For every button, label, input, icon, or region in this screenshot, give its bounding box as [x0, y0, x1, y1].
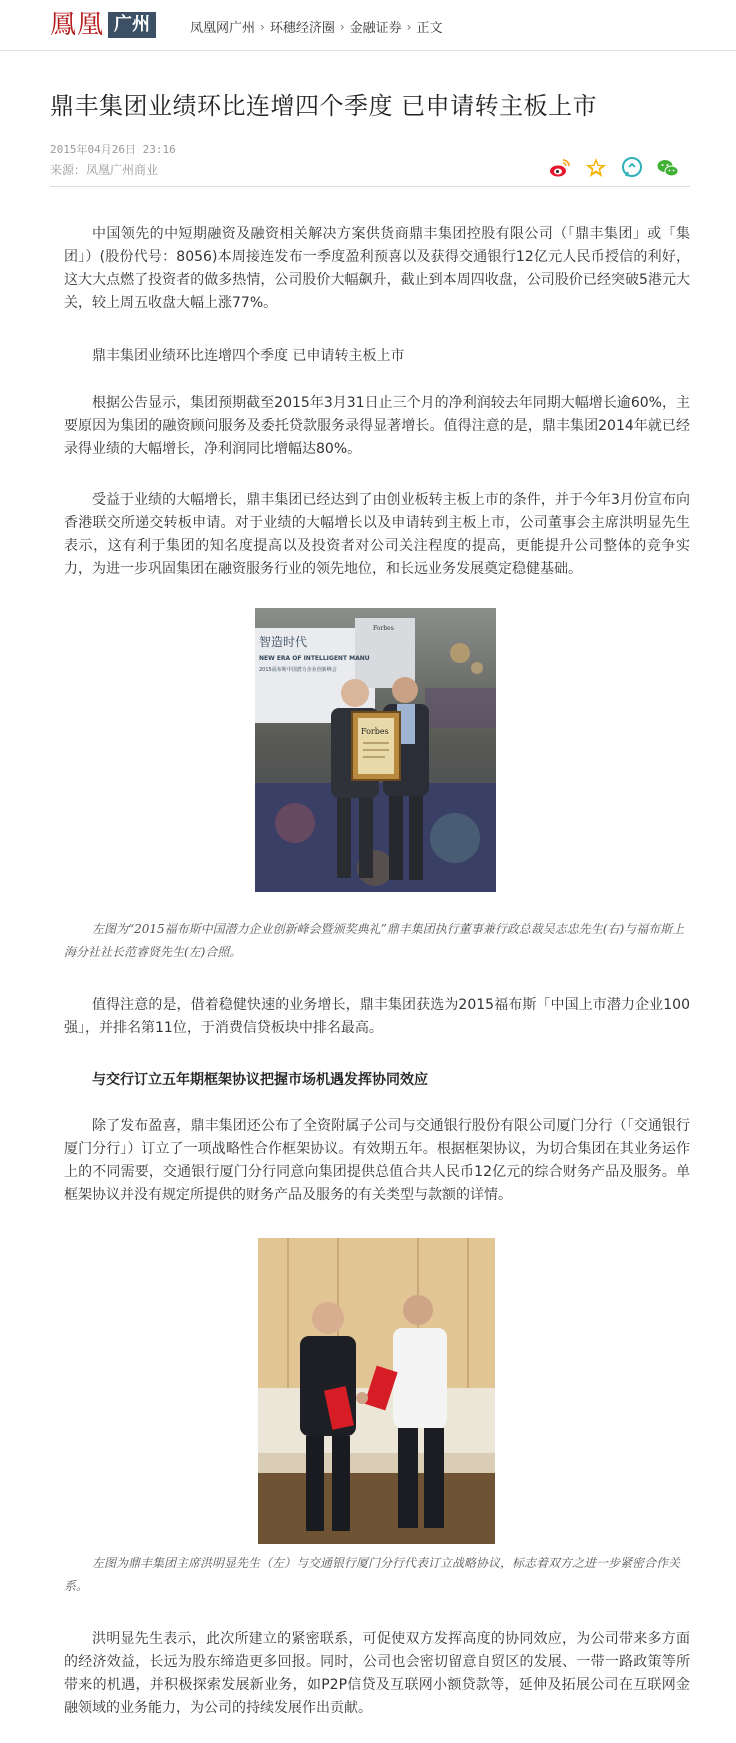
paragraph-transfer: 受益于业绩的大幅增长，鼎丰集团已经达到了由创业板转主板上市的条件，并于今年3月份宣布向香港联交所递交转板申请。对于业绩的大幅增长以及申请转到主板上市，公司董事会主席洪明显先生表示，这有利于集团的知名度提高以及投资者对公司关注程度的提高，更能提升公司整体的竞争实力，为进一步巩固集团在融资服务行业的领先地位，和长远业务发展奠定稳健基础。 [64, 492, 690, 577]
comment-icon[interactable] [620, 156, 644, 180]
header-divider [50, 186, 690, 187]
site-logo[interactable] [50, 10, 156, 40]
breadcrumb-item-economy[interactable]: 环穗经济圈 [269, 21, 335, 36]
chevron-right-icon: › [339, 19, 345, 34]
article-source: 来源：凤凰广州商业 [50, 163, 159, 177]
paragraph-bocom: 除了发布盈喜，鼎丰集团还公布了全资附属子公司与交通银行股份有限公司厦门分行（「交通银行厦门分行」）订立了一项战略性合作框架协议。有效期五年。根据框架协议，为切合集团在其业务运作上的不同需要，交通银行厦门分行同意向集团提供总值合共人民币12亿元的综合财务产品及服务。单框架协议并没有规定所提供的财务产品及服务的有关类型与款额的详情。 [64, 1118, 690, 1203]
chevron-right-icon: › [260, 19, 265, 34]
publish-time: 2015年04月26日 23:16 [50, 143, 176, 156]
section-heading-1: 鼎丰集团业绩环比连增四个季度 已申请转主板上市 [92, 348, 405, 364]
breadcrumb [190, 17, 443, 36]
breadcrumb-item-finance[interactable]: 金融证券 [349, 21, 402, 36]
photo-agreement-signing-image [258, 1238, 495, 1544]
breadcrumb-item-ifeng-gz[interactable]: 凤凰网广州 [190, 21, 256, 36]
weibo-icon[interactable] [548, 156, 572, 180]
photo-caption-2: 左图为鼎丰集团主席洪明显先生（左）与交通银行厦门分行代表订立战略协议，标志着双方之进一步紧密合作关系。 [64, 1556, 681, 1593]
paragraph-intro: 中国领先的中短期融资及融资相关解决方案供货商鼎丰集团控股有限公司（「鼎丰集团」或「集团」）(股份代号：8056)本周接连发布一季度盈利预喜以及获得交通银行12亿元人民币授信的利好，这大大点燃了投资者的做多热情，公司股价大幅飙升，截止到本周四收盘，公司股价已经突破5港元大关，较上周五收盘大幅上涨77%。 [64, 226, 690, 311]
favorite-icon[interactable] [584, 156, 608, 180]
banner-brand: Forbes [373, 625, 394, 632]
wechat-icon[interactable] [656, 156, 680, 180]
banner-line-2: NEW ERA OF INTELLIGENT MANU [259, 655, 370, 662]
photo-forbes-award-image [255, 608, 496, 892]
logo-main: 鳳凰 [50, 10, 105, 40]
logo-city: 广州 [108, 12, 156, 38]
certificate-brand: Forbes [361, 727, 389, 736]
photo-forbes-award [255, 608, 496, 892]
share-bar [548, 156, 680, 180]
chevron-right-icon: › [406, 19, 412, 34]
banner-line-3: 2015福布斯中国潜力企业创新峰会 [259, 667, 337, 673]
article-title: 鼎丰集团业绩环比连增四个季度 已申请转主板上市 [50, 92, 598, 120]
paragraph-synergy: 洪明显先生表示，此次所建立的紧密联系，可促使双方发挥高度的协同效应，为公司带来多方面的经济效益，长远为股东缔造更多回报。同时，公司也会密切留意自贸区的发展、一带一路政策等所带来的机遇，并积极探索发展新业务，如P2P信贷及互联网小额贷款等，延伸及拓展公司在互联网金融领域的业务能力，为公司的持续发展作出贡献。 [64, 1631, 690, 1716]
section-heading-2: 与交行订立五年期框架协议把握市场机遇发挥协同效应 [92, 1072, 428, 1088]
top-header [0, 0, 736, 51]
photo-agreement-signing [258, 1238, 495, 1544]
paragraph-forbes: 值得注意的是，借着稳健快速的业务增长，鼎丰集团获选为2015福布斯「中国上市潜力企业100强」，并排名第11位，于消费信贷板块中排名最高。 [64, 997, 690, 1036]
banner-line-1: 智造时代 [259, 635, 308, 649]
photo-caption-1: 左图为“2015福布斯中国潜力企业创新峰会暨颁奖典礼”鼎丰集团执行董事兼行政总裁吴志忠先生(右)与福布斯上海分社社长范睿贤先生(左)合照。 [64, 922, 685, 959]
breadcrumb-current: 正文 [416, 21, 443, 36]
paragraph-results: 根据公告显示，集团预期截至2015年3月31日止三个月的净利润较去年同期大幅增长逾60%，主要原因为集团的融资顾问服务及委托贷款服务录得显著增长。值得注意的是，鼎丰集团2014年就已经录得业绩的大幅增长，净利润同比增幅达80%。 [64, 395, 690, 457]
